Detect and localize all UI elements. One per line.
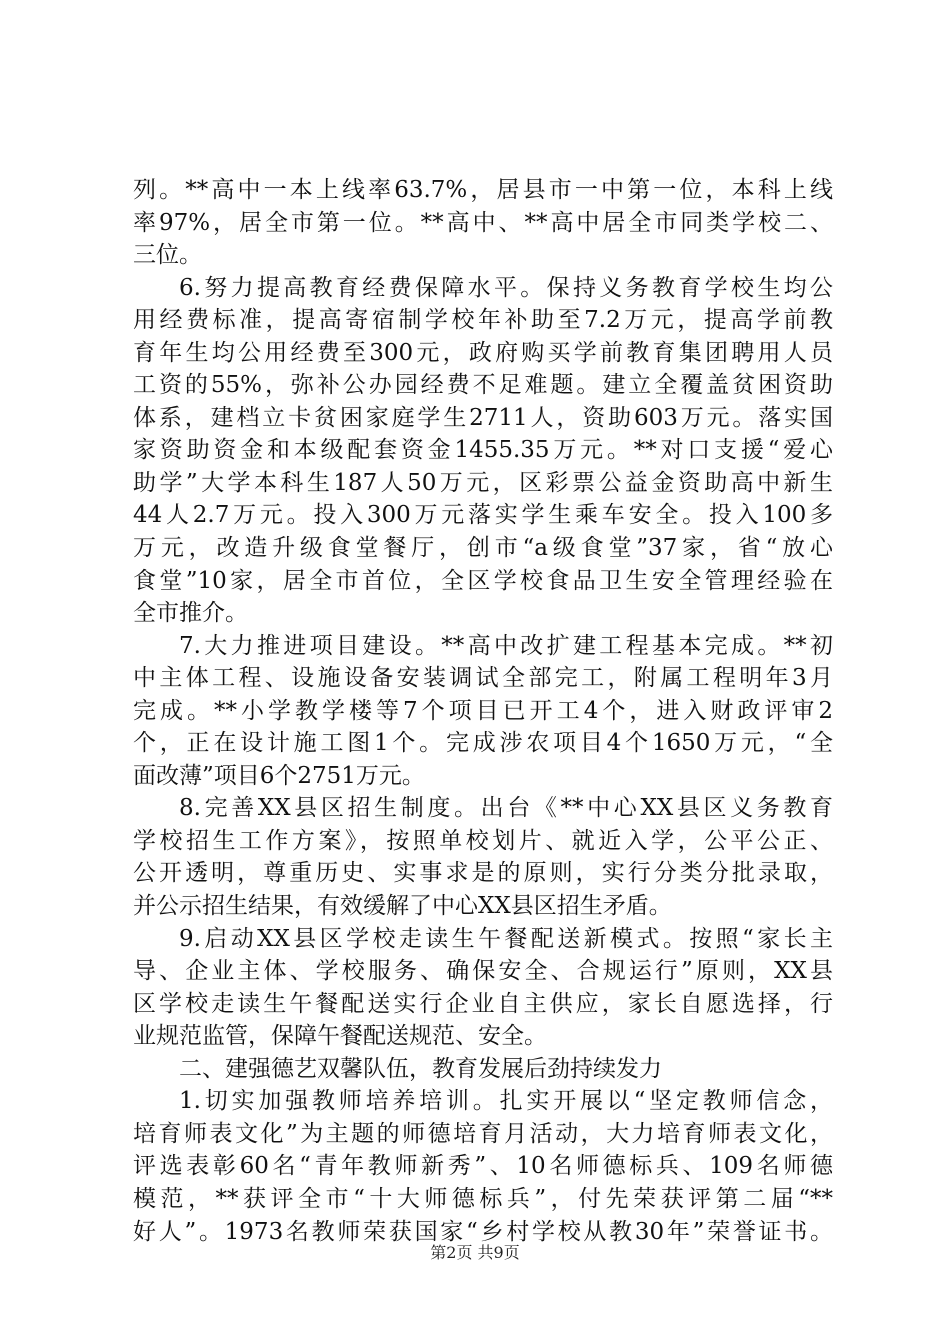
text-line: 学校招生工作方案》，按照单校划片、就近入学，公平公正、 (133, 827, 833, 854)
text-line: 用经费标准，提高寄宿制学校年补助至7.2万元，提高学前教 (133, 307, 833, 334)
text-line: 模范，**获评全市“十大师德标兵”，付先荣获评第二届“** (133, 1185, 833, 1212)
text-line: 食堂”10家，居全市首位，全区学校食品卫生安全管理经验在 (133, 567, 833, 594)
text-line: 三位。 (133, 242, 202, 269)
text-line: 体系，建档立卡贫困家庭学生2711人，资助603万元。落实国 (133, 404, 833, 431)
text-line: 中主体工程、设施设备安装调试全部完工，附属工程明年3月 (133, 665, 833, 692)
text-line: 7.大力推进项目建设。**高中改扩建工程基本完成。**初 (179, 632, 833, 659)
text-line: 6.努力提高教育经费保障水平。保持义务教育学校生均公 (179, 274, 833, 301)
text-line: 培育师表文化”为主题的师德培育月活动，大力培育师表文化， (133, 1120, 833, 1147)
text-line: 完成。**小学教学楼等7个项目已开工4个，进入财政评审2 (133, 697, 833, 724)
text-line: 列。**高中一本上线率63.7%，居县市一中第一位，本科上线 (133, 177, 833, 203)
text-line: 公开透明，尊重历史、实事求是的原则，实行分类分批录取， (133, 860, 833, 887)
text-line: 育年生均公用经费至300元，政府购买学前教育集团聘用人员 (133, 339, 833, 366)
text-line: 并公示招生结果，有效缓解了中心XX县区招生矛盾。 (133, 893, 672, 920)
text-line: 面改薄”项目6个2751万元。 (133, 762, 425, 789)
text-line: 全市推介。 (133, 600, 248, 627)
text-line: 家资助资金和本级配套资金1455.35万元。**对口支援“爱心 (133, 437, 833, 464)
text-line: 助学”大学本科生187人50万元，区彩票公益金资助高中新生 (133, 469, 833, 496)
document-body (133, 174, 833, 1248)
text-line: 好人”。1973名教师荣获国家“乡村学校从教30年”荣誉证书。 (133, 1218, 833, 1245)
page-footer: 第2页 共9页 (430, 1243, 520, 1262)
text-line: 个，正在设计施工图1个。完成涉农项目4个1650万元，“全 (133, 730, 833, 757)
text-line: 44人2.7万元。投入300万元落实学生乘车安全。投入100多 (133, 502, 833, 529)
text-line: 评选表彰60名“青年教师新秀”、10名师德标兵、109名师德 (133, 1153, 833, 1180)
text-line: 8.完善XX县区招生制度。出台《**中心XX县区义务教育 (179, 795, 833, 822)
text-line: 率97%，居全市第一位。**高中、**高中居全市同类学校二、 (133, 209, 833, 236)
text-line: 导、企业主体、学校服务、确保安全、合规运行”原则，XX县 (133, 958, 833, 985)
text-line: 业规范监管，保障午餐配送规范、安全。 (133, 1023, 547, 1050)
text-line: 二、建强德艺双馨队伍，教育发展后劲持续发力 (179, 1055, 662, 1082)
text-line: 万元，改造升级食堂餐厅，创市“a级食堂”37家，省“放心 (133, 535, 833, 562)
text-line: 9.启动XX县区学校走读生午餐配送新模式。按照“家长主 (179, 925, 833, 952)
text-line: 区学校走读生午餐配送实行企业自主供应，家长自愿选择，行 (133, 990, 833, 1017)
text-line: 1.切实加强教师培养培训。扎实开展以“坚定教师信念， (179, 1088, 833, 1115)
text-line: 工资的55%，弥补公办园经费不足难题。建立全覆盖贫困资助 (133, 372, 833, 399)
